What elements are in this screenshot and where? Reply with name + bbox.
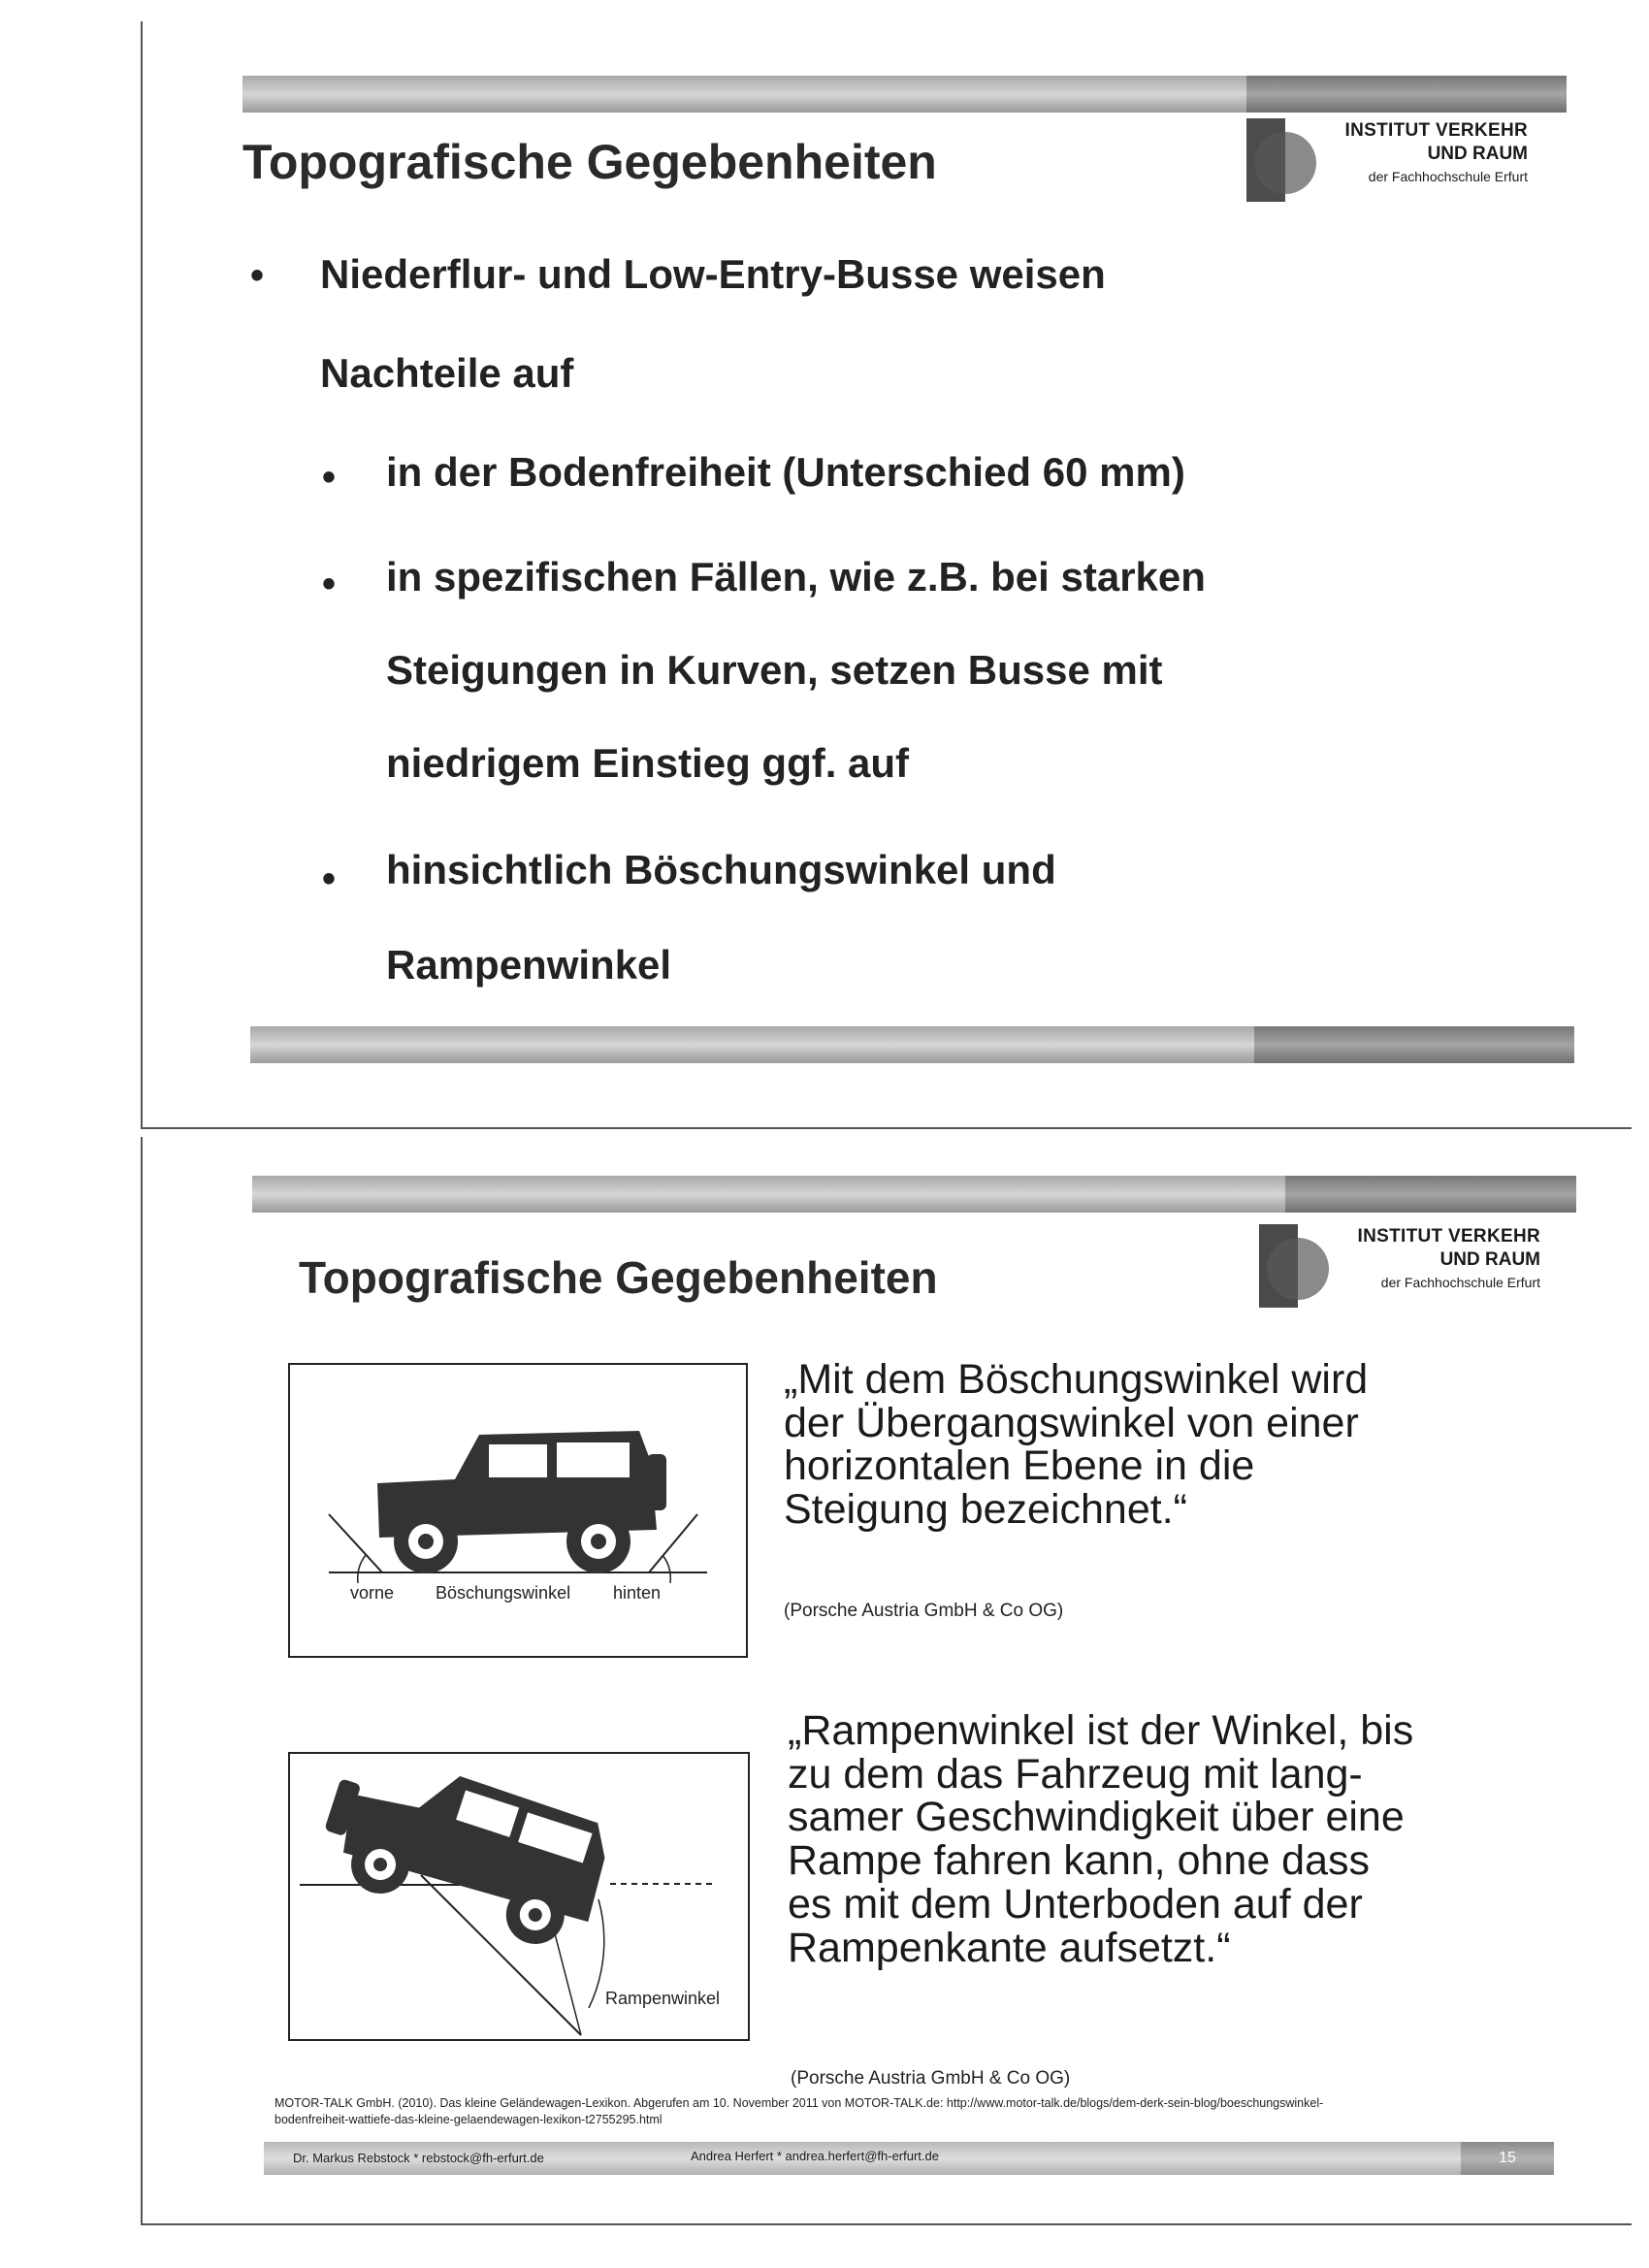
quote1-line: der Übergangswinkel von einer [784,1399,1359,1446]
slide1-bullet-main-line2: Nachteile auf [320,350,574,396]
slide1-sub2-line3: niedrigem Einstieg ggf. auf [386,740,910,786]
reference-line2: bodenfreiheit-wattiefe-das-kleine-gelaendewagen-lexikon-t2755295.html [275,2112,663,2126]
slide1-sub3-line2: Rampenwinkel [386,942,672,988]
slide1-bottom-bar [250,1026,1574,1063]
logo-text-line1: INSTITUT VERKEHR [1344,120,1528,141]
rampenwinkel-figure [288,1752,750,2041]
quote2-line: es mit dem Unterboden auf der [788,1880,1363,1928]
fig2-label-ramp-angle: Rampenwinkel [605,1989,721,2008]
quote1-line: Steigung bezeichnet.“ [784,1486,1187,1534]
page-number: 15 [1461,2142,1554,2175]
slide1-logo [1246,118,1528,206]
quote1-line: „Mit dem Böschungswinkel wird [784,1356,1369,1403]
logo-text-line3: der Fachhochschule Erfurt [1380,1275,1540,1290]
slide1-top-bar [242,76,1567,113]
institute-logo-mark-icon [1246,118,1316,202]
institute-logo-mark-icon [1259,1224,1329,1308]
quote1-source: (Porsche Austria GmbH & Co OG) [784,1601,1064,1621]
logo-text-line3: der Fachhochschule Erfurt [1368,169,1528,184]
offroad-car-front-rear-angle-icon [290,1365,746,1656]
slide2-top-bar-accent [1285,1176,1576,1213]
slide2-logo [1259,1224,1540,1312]
slide1-sub3-line1: hinsichtlich Böschungswinkel und [386,847,1056,892]
fig1-label-front: vorne [350,1583,395,1603]
quote2-line: samer Geschwindigkeit über eine [788,1794,1405,1841]
slide1-title: Topografische Gegebenheiten [242,135,937,189]
reference-citation [275,2095,1565,2128]
boeschungswinkel-figure [288,1363,748,1658]
quote-boeschungswinkel [784,1358,1368,1532]
quote1-line: horizontalen Ebene in die [784,1442,1255,1490]
quote2-source: (Porsche Austria GmbH & Co OG) [791,2068,1071,2089]
slide1-top-bar-accent [1246,76,1567,113]
quote-rampenwinkel [788,1709,1413,1969]
logo-text-line2: UND RAUM [1439,1249,1540,1270]
fig1-label-rear: hinten [613,1583,662,1603]
quote2-line: zu dem das Fahrzeug mit lang- [788,1750,1363,1798]
quote2-line: „Rampenwinkel ist der Winkel, bis [788,1707,1414,1754]
slide1-bottom-bar-accent [1254,1026,1574,1063]
sub-bullet-dot: • [322,858,337,900]
slide2-top-bar [252,1176,1576,1213]
slide1-sub2-line1: in spezifischen Fällen, wie z.B. bei starken [386,554,1206,599]
sub-bullet-dot: • [322,456,337,499]
logo-text-line1: INSTITUT VERKEHR [1357,1226,1540,1247]
logo-text-line2: UND RAUM [1427,144,1528,164]
footer-author-2: Andrea Herfert * andrea.herfert@fh-erfurt.de [691,2149,939,2163]
footer-author-1: Dr. Markus Rebstock * rebstock@fh-erfurt.de [293,2151,544,2165]
sub-bullet-dot: • [322,563,337,605]
reference-line1: MOTOR-TALK GmbH. (2010). Das kleine Geländewagen-Lexikon. Abgerufen am 10. November 2011 von MOTOR-TALK.de: http://www.motor-talk.de/blogs/dem-derk-sein-blog/boeschungswinkel- [275,2096,1324,2110]
slide2-footer-bar [264,2142,1554,2175]
quote2-line: Rampe fahren kann, ohne dass [788,1837,1371,1885]
slide1-bullet-main-line1: Niederflur- und Low-Entry-Busse weisen [320,251,1106,297]
quote2-line: Rampenkante aufsetzt.“ [788,1924,1231,1971]
slide2-title: Topografische Gegebenheiten [299,1252,938,1303]
slide1-sub1: in der Bodenfreiheit (Unterschied 60 mm) [386,449,1185,495]
fig1-label-angle: Böschungswinkel [436,1583,571,1603]
slide1-sub2-line2: Steigungen in Kurven, setzen Busse mit [386,647,1163,693]
bullet-dot: • [250,254,265,297]
